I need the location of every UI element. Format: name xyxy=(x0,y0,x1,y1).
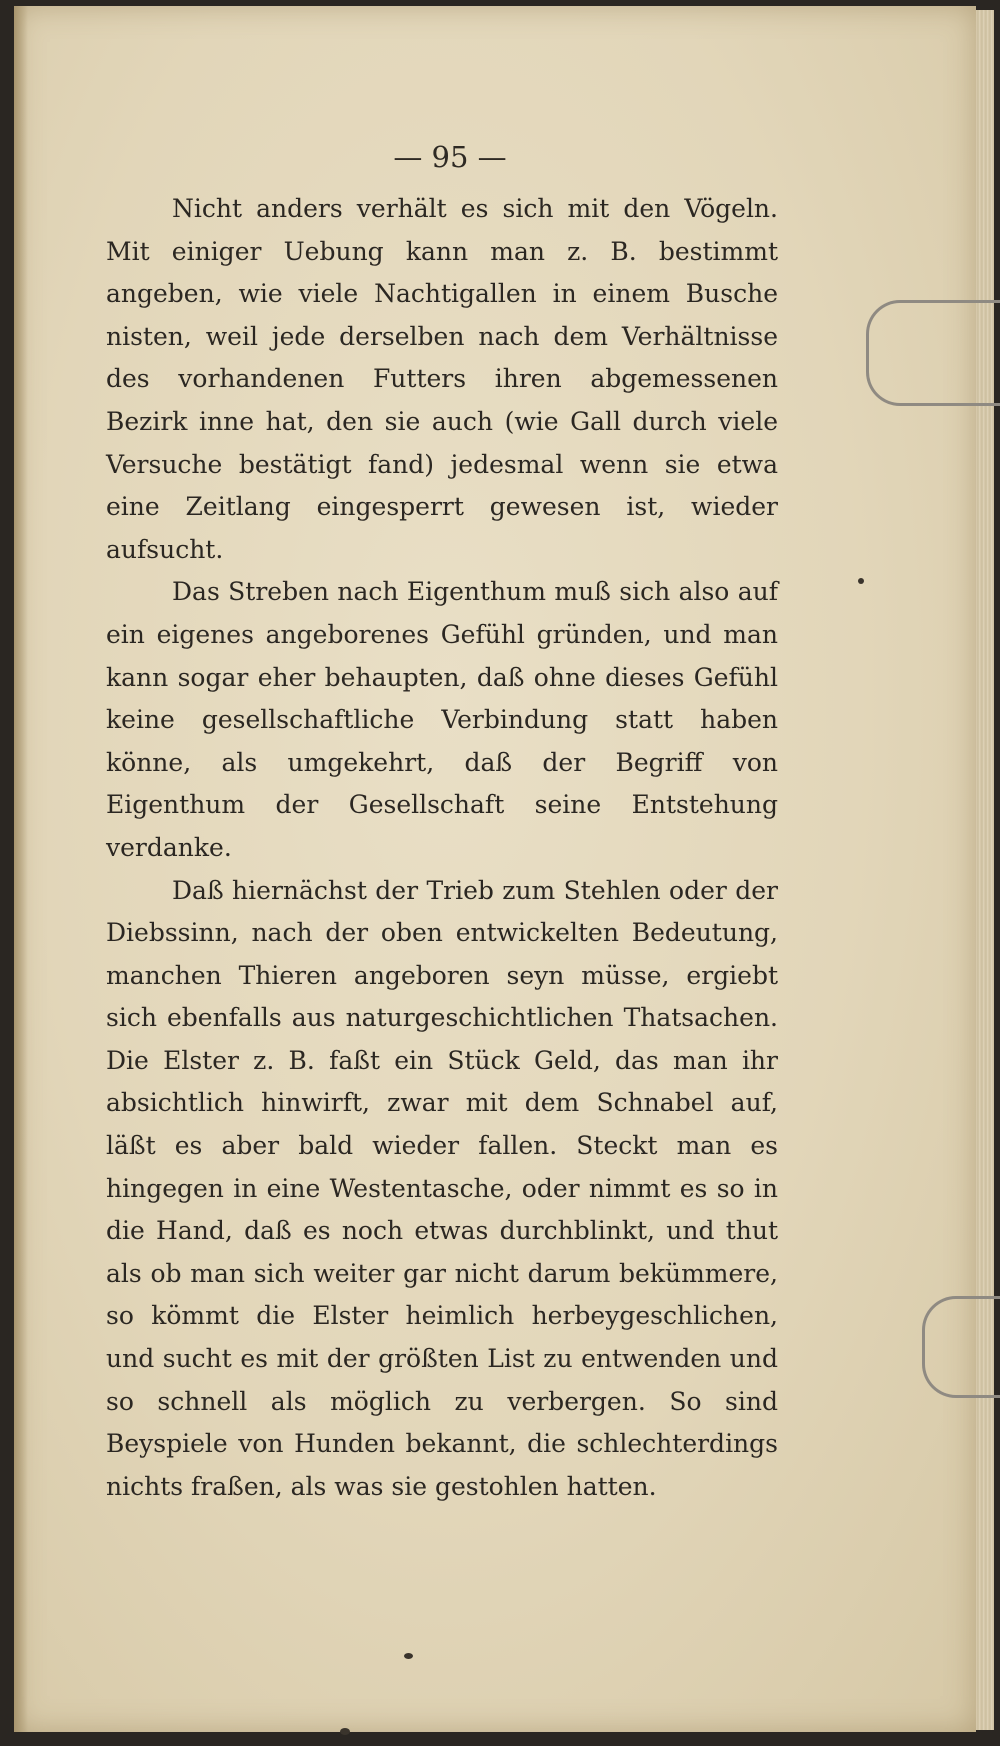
ink-speck xyxy=(858,578,864,584)
page-gutter-shadow xyxy=(14,6,28,1732)
paragraph-3: Daß hiernächst der Trieb zum Stehlen oder der Diebssinn, nach der oben entwickelten Bedeutung, manchen Thieren angeboren seyn müsse, ergiebt sich ebenfalls aus naturgeschichtlichen Thatsachen. Die Elster z. B. faßt ein Stück Geld, das man ihr absichtlich hinwirft, zwar mit dem Schnabel auf, läßt es aber bald wieder fallen. Steckt man es hingegen in eine Westentasche, oder nimmt es so in die Hand, daß es noch etwas durchblinkt, und thut als ob man sich weiter gar nicht darum bekümmere, so kömmt die Elster heimlich herbeygeschlichen, und sucht es mit der größten List zu entwenden und so schnell als möglich zu verbergen. So sind Beyspiele von Hunden bekannt, die schlechterdings nichts fraßen, als was sie gestohlen hatten. xyxy=(106,875,778,1501)
body-text xyxy=(106,188,778,1508)
paper-clip-top xyxy=(866,300,1000,406)
page-number: — 95 — xyxy=(393,140,507,174)
paragraph-2: Das Streben nach Eigenthum muß sich also auf ein eigenes angeborenes Gefühl gründen, und man kann sogar eher behaupten, daß ohne dieses Gefühl keine gesellschaftliche Verbindung statt haben könne, als umgekehrt, daß der Begriff von Eigenthum der Gesellschaft seine Entstehung verdanke. xyxy=(106,577,778,862)
paragraph-1: Nicht anders verhält es sich mit den Vögeln. Mit einiger Uebung kann man z. B. bestimmt angeben, wie viele Nachtigallen in einem Busche nisten, weil jede derselben nach dem Verhältnisse des vorhandenen Futters ihren abgemessenen Bezirk inne hat, den sie auch (wie Gall durch viele Versuche bestätigt fand) jedesmal wenn sie etwa eine Zeitlang eingesperrt gewesen ist, wieder aufsucht. xyxy=(106,194,778,564)
page-stack-edge xyxy=(976,10,994,1730)
ink-speck xyxy=(404,1653,413,1659)
paper-clip-bottom xyxy=(922,1296,1000,1398)
ink-speck xyxy=(340,1728,350,1735)
